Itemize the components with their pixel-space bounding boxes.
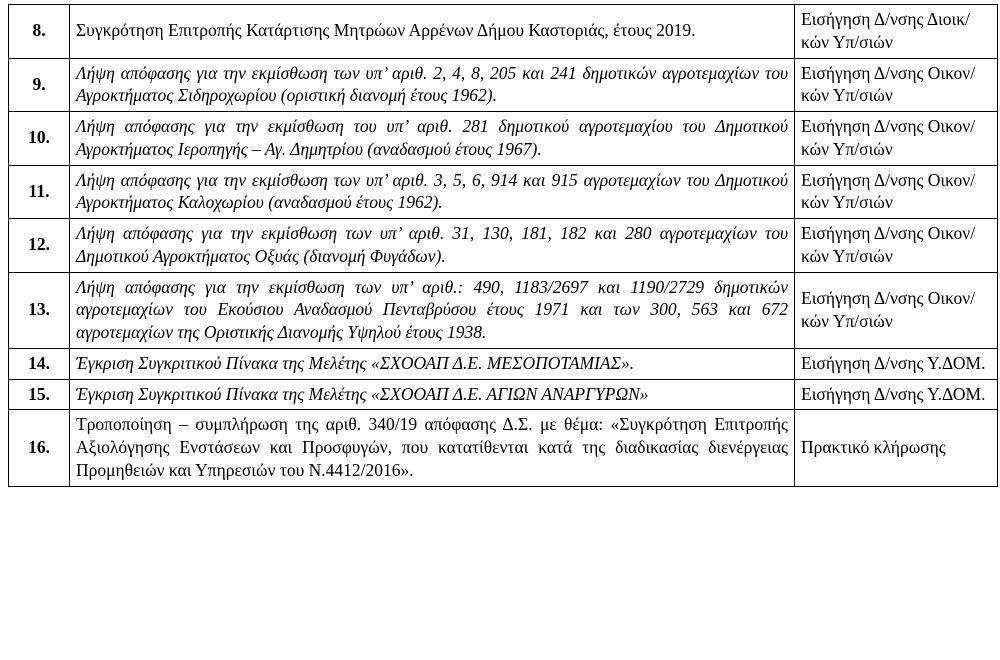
row-number: 14.	[9, 348, 70, 379]
agenda-table	[8, 4, 998, 487]
row-origin	[795, 348, 998, 379]
row-number: 11.	[9, 165, 70, 219]
row-origin	[795, 272, 998, 348]
row-origin-text: Εισήγηση Δ/νσης Υ.ΔΟΜ.	[801, 383, 986, 404]
row-subject	[70, 165, 795, 219]
table-row	[9, 58, 998, 112]
row-origin	[795, 165, 998, 219]
row-subject	[70, 348, 795, 379]
row-subject	[70, 219, 795, 273]
table-row	[9, 112, 998, 166]
row-number: 9.	[9, 58, 70, 112]
row-subject-text: Λήψη απόφασης για την εκμίσθωση των υπ’ αριθ. 31, 130, 181, 182 και 280 αγροτεμαχίων του Δημοτικού Αγροκτήματος Οξυάς (διανομή Φυγάδων).	[76, 223, 788, 266]
row-origin-text: Εισήγηση Δ/νσης Οικον/κών Υπ/σιών	[801, 169, 976, 213]
row-subject-text: Λήψη απόφασης για την εκμίσθωση του υπ’ αριθ. 281 δημοτικού αγροτεμαχίου του Δημοτικού Αγροκτήματος Ιεροπηγής – Αγ. Δημητρίου (αναδασμού έτους 1967).	[76, 116, 788, 159]
row-subject-text: Έγκριση Συγκριτικού Πίνακα της Μελέτης «ΣΧΟΟΑΠ Δ.Ε. ΜΕΣΟΠΟΤΑΜΙΑΣ».	[76, 352, 635, 373]
row-number: 10.	[9, 112, 70, 166]
row-origin	[795, 112, 998, 166]
table-row	[9, 379, 998, 410]
table-row	[9, 165, 998, 219]
row-subject-text: Λήψη απόφασης για την εκμίσθωση των υπ’ αριθ.: 490, 1183/2697 και 1190/2729 δημοτικών αγροτεμαχίων του Εκούσιου Αναδασμού Πενταβρύσου έτους 1971 και των 300, 563 και 672 αγροτεμαχίων της Οριστικής Διανομής Υψηλού έτους 1938.	[76, 276, 788, 342]
row-origin	[795, 219, 998, 273]
row-origin-text: Εισήγηση Δ/νσης Οικον/κών Υπ/σιών	[801, 62, 976, 106]
row-number: 15.	[9, 379, 70, 410]
row-origin-text: Εισήγηση Δ/νσης Οικον/κών Υπ/σιών	[801, 223, 976, 266]
row-subject-text: Τροποποίηση – συμπλήρωση της αριθ. 340/19 απόφασης Δ.Σ. με θέμα: «Συγκρότηση Επιτροπής Αξιολόγησης Ενστάσεων και Προσφυγών, που κατατίθενται κατά της διαδικασίας διενέργειας Προμηθειών και Υπηρεσιών του Ν.4412/2016».	[76, 414, 788, 480]
table-row	[9, 348, 998, 379]
row-number: 8.	[9, 5, 70, 59]
table-row	[9, 5, 998, 59]
table-row	[9, 410, 998, 486]
row-subject-text: Λήψη απόφασης για την εκμίσθωση των υπ’ αριθ. 3, 5, 6, 914 και 915 αγροτεμαχίων του Δημοτικού Αγροκτήματος Καλοχωρίου (αναδασμού έτους 1962).	[76, 169, 788, 213]
row-subject	[70, 379, 795, 410]
row-origin-text: Εισήγηση Δ/νσης Οικον/κών Υπ/σιών	[801, 287, 976, 331]
row-subject	[70, 112, 795, 166]
table-row	[9, 272, 998, 348]
row-origin-text: Εισήγηση Δ/νσης Υ.ΔΟΜ.	[801, 352, 986, 373]
row-origin-text: Εισήγηση Δ/νσης Οικον/κών Υπ/σιών	[801, 116, 976, 159]
document-page	[0, 4, 1000, 660]
row-subject-text: Συγκρότηση Επιτροπής Κατάρτισης Μητρώων Αρρένων Δήμου Καστοριάς, έτους 2019.	[76, 20, 696, 41]
row-origin	[795, 58, 998, 112]
row-origin	[795, 5, 998, 59]
row-subject	[70, 58, 795, 112]
table-row	[9, 219, 998, 273]
row-number: 13.	[9, 272, 70, 348]
row-subject-text: Λήψη απόφασης για την εκμίσθωση των υπ’ αριθ. 2, 4, 8, 205 και 241 δημοτικών αγροτεμαχίων του Αγροκτήματος Σιδηροχωρίου (οριστική διανομή έτους 1962).	[76, 62, 788, 106]
row-number: 16.	[9, 410, 70, 486]
row-subject	[70, 410, 795, 486]
row-subject	[70, 5, 795, 59]
row-origin-text: Πρακτικό κλήρωσης	[801, 437, 946, 457]
row-number: 12.	[9, 219, 70, 273]
agenda-table-body	[9, 5, 998, 487]
row-subject	[70, 272, 795, 348]
row-origin	[795, 410, 998, 486]
row-subject-text: Έγκριση Συγκριτικού Πίνακα της Μελέτης «ΣΧΟΟΑΠ Δ.Ε. ΑΓΙΩΝ ΑΝΑΡΓΥΡΩΝ»	[76, 383, 649, 404]
row-origin	[795, 379, 998, 410]
row-origin-text: Εισήγηση Δ/νσης Διοικ/κών Υπ/σιών	[801, 9, 970, 52]
